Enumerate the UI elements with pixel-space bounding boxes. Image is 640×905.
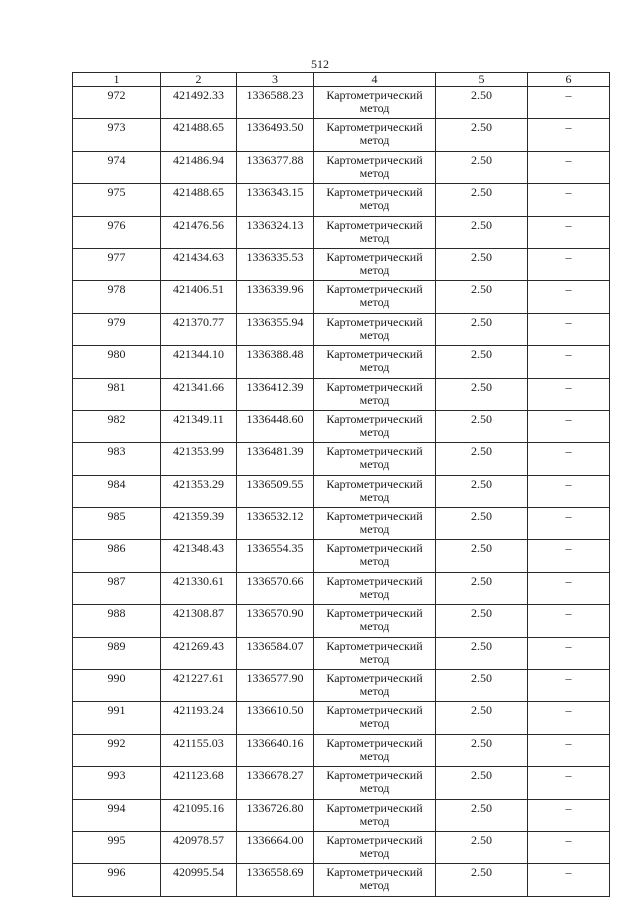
table-row	[73, 184, 610, 216]
coordinate-x: 421353.99	[161, 443, 237, 475]
table-row	[73, 87, 610, 119]
dash-cell: –	[528, 443, 610, 475]
coordinate-x: 421344.10	[161, 346, 237, 378]
coordinate-y: 1336335.53	[237, 248, 314, 280]
method-line-1: Картометрический	[326, 703, 423, 718]
point-number: 996	[73, 864, 161, 896]
method-line-2: метод	[359, 392, 390, 407]
method-cell	[314, 670, 436, 702]
point-number: 977	[73, 248, 161, 280]
table-row	[73, 831, 610, 863]
header-col-5: 5	[436, 73, 528, 87]
coordinate-y: 1336339.96	[237, 281, 314, 313]
method-line-2: метод	[359, 878, 390, 893]
method-line-2: метод	[359, 684, 390, 699]
coordinate-y: 1336532.12	[237, 508, 314, 540]
coordinate-y: 1336388.48	[237, 346, 314, 378]
method-line-2: метод	[359, 133, 390, 148]
coordinate-x: 421349.11	[161, 410, 237, 442]
dash-cell: –	[528, 313, 610, 345]
dash-cell: –	[528, 670, 610, 702]
method-cell	[314, 378, 436, 410]
dash-cell: –	[528, 151, 610, 183]
accuracy-value: 2.50	[436, 637, 528, 669]
point-number: 981	[73, 378, 161, 410]
table-row	[73, 702, 610, 734]
method-cell	[314, 248, 436, 280]
coordinate-x: 421370.77	[161, 313, 237, 345]
method-cell	[314, 637, 436, 669]
point-number: 992	[73, 734, 161, 766]
method-line-2: метод	[359, 619, 390, 634]
dash-cell: –	[528, 605, 610, 637]
dash-cell: –	[528, 734, 610, 766]
coordinate-x: 421406.51	[161, 281, 237, 313]
accuracy-value: 2.50	[436, 313, 528, 345]
method-line-2: метод	[359, 360, 390, 375]
coordinate-y: 1336584.07	[237, 637, 314, 669]
method-line-1: Картометрический	[326, 411, 423, 426]
method-cell	[314, 605, 436, 637]
coordinate-x: 420978.57	[161, 831, 237, 863]
coordinate-y: 1336355.94	[237, 313, 314, 345]
table-row	[73, 508, 610, 540]
method-line-1: Картометрический	[326, 314, 423, 329]
coordinate-y: 1336412.39	[237, 378, 314, 410]
method-line-1: Картометрический	[326, 444, 423, 459]
accuracy-value: 2.50	[436, 572, 528, 604]
method-line-2: метод	[359, 554, 390, 569]
dash-cell: –	[528, 216, 610, 248]
accuracy-value: 2.50	[436, 443, 528, 475]
method-line-2: метод	[359, 327, 390, 342]
table-row	[73, 443, 610, 475]
dash-cell: –	[528, 572, 610, 604]
method-line-1: Картометрический	[326, 671, 423, 686]
method-line-1: Картометрический	[326, 768, 423, 783]
point-number: 978	[73, 281, 161, 313]
method-line-2: метод	[359, 457, 390, 472]
dash-cell: –	[528, 767, 610, 799]
coordinate-y: 1336554.35	[237, 540, 314, 572]
method-line-2: метод	[359, 651, 390, 666]
accuracy-value: 2.50	[436, 670, 528, 702]
method-line-1: Картометрический	[326, 249, 423, 264]
method-line-1: Картометрический	[326, 88, 423, 102]
table-body	[73, 87, 610, 897]
accuracy-value: 2.50	[436, 605, 528, 637]
method-line-2: метод	[359, 489, 390, 504]
coordinate-x: 420995.54	[161, 864, 237, 896]
coordinate-x: 421193.24	[161, 702, 237, 734]
method-line-1: Картометрический	[326, 735, 423, 750]
coordinate-y: 1336588.23	[237, 87, 314, 119]
coordinate-y: 1336640.16	[237, 734, 314, 766]
method-line-2: метод	[359, 781, 390, 796]
accuracy-value: 2.50	[436, 410, 528, 442]
point-number: 979	[73, 313, 161, 345]
point-number: 988	[73, 605, 161, 637]
table-row	[73, 216, 610, 248]
dash-cell: –	[528, 119, 610, 151]
method-line-2: метод	[359, 424, 390, 439]
method-line-2: метод	[359, 845, 390, 860]
table-row	[73, 346, 610, 378]
header-col-2: 2	[161, 73, 237, 87]
method-cell	[314, 540, 436, 572]
point-number: 972	[73, 87, 161, 119]
table-row	[73, 119, 610, 151]
dash-cell: –	[528, 378, 610, 410]
coordinate-y: 1336664.00	[237, 831, 314, 863]
dash-cell: –	[528, 87, 610, 119]
method-cell	[314, 443, 436, 475]
method-cell	[314, 702, 436, 734]
point-number: 984	[73, 475, 161, 507]
table-row	[73, 313, 610, 345]
point-number: 980	[73, 346, 161, 378]
dash-cell: –	[528, 281, 610, 313]
table-row	[73, 410, 610, 442]
table-row	[73, 378, 610, 410]
coordinate-x: 421155.03	[161, 734, 237, 766]
method-line-2: метод	[359, 716, 390, 731]
accuracy-value: 2.50	[436, 475, 528, 507]
coordinate-x: 421353.29	[161, 475, 237, 507]
dash-cell: –	[528, 184, 610, 216]
accuracy-value: 2.50	[436, 216, 528, 248]
table-row	[73, 605, 610, 637]
method-line-2: метод	[359, 295, 390, 310]
coordinate-y: 1336570.66	[237, 572, 314, 604]
method-line-1: Картометрический	[326, 606, 423, 621]
dash-cell: –	[528, 410, 610, 442]
coordinate-y: 1336324.13	[237, 216, 314, 248]
dash-cell: –	[528, 540, 610, 572]
point-number: 986	[73, 540, 161, 572]
accuracy-value: 2.50	[436, 378, 528, 410]
method-line-1: Картометрический	[326, 379, 423, 394]
accuracy-value: 2.50	[436, 248, 528, 280]
coordinate-y: 1336509.55	[237, 475, 314, 507]
coordinate-y: 1336481.39	[237, 443, 314, 475]
coordinate-x: 421434.63	[161, 248, 237, 280]
coordinate-y: 1336570.90	[237, 605, 314, 637]
method-cell	[314, 831, 436, 863]
dash-cell: –	[528, 864, 610, 896]
method-cell	[314, 475, 436, 507]
method-cell	[314, 799, 436, 831]
dash-cell: –	[528, 799, 610, 831]
dash-cell: –	[528, 248, 610, 280]
header-col-3: 3	[237, 73, 314, 87]
point-number: 995	[73, 831, 161, 863]
accuracy-value: 2.50	[436, 281, 528, 313]
point-number: 985	[73, 508, 161, 540]
method-cell	[314, 572, 436, 604]
table-row	[73, 248, 610, 280]
coordinate-x: 421123.68	[161, 767, 237, 799]
method-line-2: метод	[359, 813, 390, 828]
point-number: 976	[73, 216, 161, 248]
point-number: 982	[73, 410, 161, 442]
method-cell	[314, 410, 436, 442]
method-cell	[314, 313, 436, 345]
coordinate-x: 421488.65	[161, 119, 237, 151]
coordinate-x: 421492.33	[161, 87, 237, 119]
method-line-1: Картометрический	[326, 282, 423, 297]
dash-cell: –	[528, 831, 610, 863]
coordinate-x: 421269.43	[161, 637, 237, 669]
coordinate-y: 1336493.50	[237, 119, 314, 151]
coordinate-x: 421227.61	[161, 670, 237, 702]
accuracy-value: 2.50	[436, 734, 528, 766]
point-number: 983	[73, 443, 161, 475]
accuracy-value: 2.50	[436, 184, 528, 216]
accuracy-value: 2.50	[436, 119, 528, 151]
accuracy-value: 2.50	[436, 151, 528, 183]
table-row	[73, 475, 610, 507]
coordinate-x: 421095.16	[161, 799, 237, 831]
method-cell	[314, 281, 436, 313]
table-row	[73, 151, 610, 183]
coordinate-y: 1336448.60	[237, 410, 314, 442]
point-number: 973	[73, 119, 161, 151]
coordinate-x: 421308.87	[161, 605, 237, 637]
point-number: 975	[73, 184, 161, 216]
point-number: 993	[73, 767, 161, 799]
coordinate-y: 1336678.27	[237, 767, 314, 799]
method-line-1: Картометрический	[326, 347, 423, 362]
method-cell	[314, 87, 436, 119]
point-number: 991	[73, 702, 161, 734]
table-row	[73, 540, 610, 572]
header-col-6: 6	[528, 73, 610, 87]
point-number: 989	[73, 637, 161, 669]
table-row	[73, 799, 610, 831]
method-cell	[314, 184, 436, 216]
method-line-1: Картометрический	[326, 217, 423, 232]
coordinate-x: 421476.56	[161, 216, 237, 248]
accuracy-value: 2.50	[436, 767, 528, 799]
coordinate-y: 1336377.88	[237, 151, 314, 183]
accuracy-value: 2.50	[436, 702, 528, 734]
accuracy-value: 2.50	[436, 346, 528, 378]
method-line-2: метод	[359, 198, 390, 213]
method-line-2: метод	[359, 262, 390, 277]
page-number: 512	[311, 57, 329, 71]
method-cell	[314, 864, 436, 896]
coordinate-y: 1336577.90	[237, 670, 314, 702]
method-line-1: Картометрический	[326, 832, 423, 847]
method-line-2: метод	[359, 522, 390, 537]
accuracy-value: 2.50	[436, 87, 528, 119]
method-cell	[314, 216, 436, 248]
method-line-1: Картометрический	[326, 509, 423, 524]
method-line-2: метод	[359, 748, 390, 763]
accuracy-value: 2.50	[436, 540, 528, 572]
accuracy-value: 2.50	[436, 799, 528, 831]
method-cell	[314, 151, 436, 183]
method-line-1: Картометрический	[326, 541, 423, 556]
table-row	[73, 281, 610, 313]
coordinate-x: 421359.39	[161, 508, 237, 540]
coordinate-y: 1336558.69	[237, 864, 314, 896]
header-col-4: 4	[314, 73, 436, 87]
method-line-2: метод	[359, 230, 390, 245]
table-row	[73, 767, 610, 799]
table-header	[73, 73, 610, 87]
method-line-2: метод	[359, 165, 390, 180]
dash-cell: –	[528, 702, 610, 734]
method-cell	[314, 346, 436, 378]
point-number: 987	[73, 572, 161, 604]
coordinate-x: 421486.94	[161, 151, 237, 183]
coordinate-y: 1336726.80	[237, 799, 314, 831]
coordinate-x: 421330.61	[161, 572, 237, 604]
method-cell	[314, 734, 436, 766]
method-line-1: Картометрический	[326, 865, 423, 880]
method-line-1: Картометрический	[326, 573, 423, 588]
point-number: 990	[73, 670, 161, 702]
table-row	[73, 670, 610, 702]
dash-cell: –	[528, 346, 610, 378]
table-row	[73, 637, 610, 669]
method-line-1: Картометрический	[326, 185, 423, 200]
method-line-2: метод	[359, 586, 390, 601]
table-row	[73, 864, 610, 896]
method-cell	[314, 767, 436, 799]
coordinates-table	[72, 72, 610, 897]
coordinate-y: 1336343.15	[237, 184, 314, 216]
accuracy-value: 2.50	[436, 508, 528, 540]
method-line-2: метод	[359, 101, 390, 115]
dash-cell: –	[528, 475, 610, 507]
point-number: 974	[73, 151, 161, 183]
method-line-1: Картометрический	[326, 152, 423, 167]
coordinate-x: 421488.65	[161, 184, 237, 216]
method-line-1: Картометрический	[326, 120, 423, 135]
coordinate-x: 421341.66	[161, 378, 237, 410]
method-cell	[314, 508, 436, 540]
coordinate-x: 421348.43	[161, 540, 237, 572]
dash-cell: –	[528, 508, 610, 540]
dash-cell: –	[528, 637, 610, 669]
coordinate-y: 1336610.50	[237, 702, 314, 734]
header-col-1: 1	[73, 73, 161, 87]
point-number: 994	[73, 799, 161, 831]
header-row	[73, 73, 610, 87]
method-line-1: Картометрический	[326, 638, 423, 653]
method-line-1: Картометрический	[326, 476, 423, 491]
table-row	[73, 734, 610, 766]
accuracy-value: 2.50	[436, 864, 528, 896]
table-row	[73, 572, 610, 604]
method-cell	[314, 119, 436, 151]
accuracy-value: 2.50	[436, 831, 528, 863]
method-line-1: Картометрический	[326, 800, 423, 815]
